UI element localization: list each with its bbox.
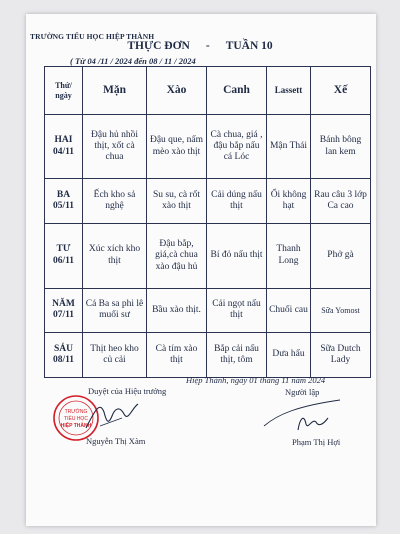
table-row <box>45 179 371 224</box>
cell-canh: Cà chua, giá , đậu bắp nấu cá Lóc <box>207 115 267 179</box>
row-day: TƯ 06/11 <box>45 224 83 288</box>
header-canh: Canh <box>207 67 267 115</box>
title-left: THỰC ĐƠN <box>127 40 190 52</box>
sign-left-name: Nguyễn Thị Xàm <box>86 436 146 446</box>
header-xe: Xế <box>311 67 371 115</box>
cell-man: Thịt heo kho củ cải <box>83 333 147 378</box>
table-row <box>45 333 371 378</box>
cell-xe: Bánh bông lan kem <box>311 115 371 179</box>
row-day: BA 05/11 <box>45 179 83 224</box>
header-day: Thứ/ ngày <box>45 67 83 115</box>
cell-lassett: Dưa hấu <box>267 333 311 378</box>
signature-right <box>258 396 346 436</box>
cell-canh: Bắp cải nấu thịt, tôm <box>207 333 267 378</box>
table-row <box>45 115 371 179</box>
row-day: NĂM 07/11 <box>45 288 83 333</box>
signature-left <box>82 398 142 434</box>
cell-canh: Cải ngọt nấu thịt <box>207 288 267 333</box>
cell-man: Ếch kho sả nghệ <box>83 179 147 224</box>
cell-xe: Sữa Dutch Lady <box>311 333 371 378</box>
header-row <box>45 67 371 115</box>
school-name: TRƯỜNG TIỂU HỌC HIỆP THÀNH <box>30 32 155 41</box>
sign-right-name: Phạm Thị Hợi <box>292 437 341 447</box>
cell-lassett: Mận Thái <box>267 115 311 179</box>
cell-xao: Su su, cà rốt xào thịt <box>147 179 207 224</box>
sign-left-title: Duyệt của Hiệu trưởng <box>88 386 167 396</box>
cell-xao: Đậu bắp, giá,cà chua xào đậu hủ <box>147 224 207 288</box>
cell-xe: Sữa Yomost <box>311 288 371 333</box>
menu-period: ( Từ 04 /11 / 2024 đến 08 / 11 / 2024 <box>70 56 196 66</box>
header-xao: Xào <box>147 67 207 115</box>
cell-xao: Cà tím xào thịt <box>147 333 207 378</box>
table-row <box>45 224 371 288</box>
stamp-line2: TIỂU HỌC <box>64 416 88 422</box>
cell-man: Cá Ba sa phi lê muối sư <box>83 288 147 333</box>
header-man: Mặn <box>83 67 147 115</box>
cell-man: Đậu hủ nhồi thịt, xốt cà chua <box>83 115 147 179</box>
cell-lassett: Chuối cau <box>267 288 311 333</box>
stamp-line3: HIỆP THÀNH <box>60 423 92 429</box>
title-dash: - <box>205 40 210 52</box>
row-day: SÁU 08/11 <box>45 333 83 378</box>
cell-xe: Phở gà <box>311 224 371 288</box>
header-lassett: Lassett <box>267 67 311 115</box>
cell-xao: Đậu que, nấm mèo xào thịt <box>147 115 207 179</box>
title-right: TUẦN 10 <box>225 40 273 52</box>
cell-lassett: Ổi không hạt <box>267 179 311 224</box>
menu-title <box>0 40 400 52</box>
cell-canh: Cải dúng nấu thịt <box>207 179 267 224</box>
cell-canh: Bí đỏ nấu thịt <box>207 224 267 288</box>
table-row <box>45 288 371 333</box>
row-day: HAI 04/11 <box>45 115 83 179</box>
cell-man: Xúc xích kho thịt <box>83 224 147 288</box>
cell-xao: Bầu xào thịt. <box>147 288 207 333</box>
menu-table <box>44 66 371 378</box>
place-date: Hiệp Thành, ngày 01 tháng 11 năm 2024 <box>186 375 326 385</box>
sign-right-title: Người lập <box>285 387 320 397</box>
cell-xe: Rau câu 3 lớp Ca cao <box>311 179 371 224</box>
stamp-line1: TRƯỜNG <box>64 409 88 415</box>
cell-lassett: Thanh Long <box>267 224 311 288</box>
